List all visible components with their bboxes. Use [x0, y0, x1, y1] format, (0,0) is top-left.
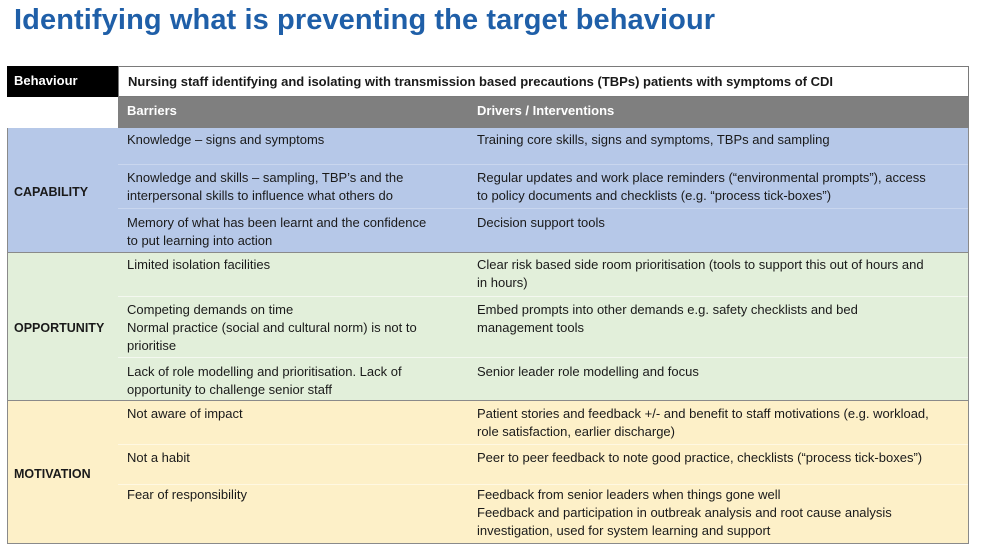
behaviour-table: [7, 66, 969, 544]
barrier-line: interpersonal skills to influence what others do: [127, 188, 393, 203]
motivation-driver-2: [468, 444, 969, 484]
opportunity-barrier-3: [118, 357, 468, 400]
capability-label: CAPABILITY: [14, 184, 89, 199]
driver-line: Decision support tools: [477, 215, 605, 230]
barrier-line: Limited isolation facilities: [127, 257, 271, 272]
section-divider: [7, 400, 969, 401]
barrier-line: Normal practice (social and cultural norm) is not to: [127, 320, 417, 335]
barrier-line: Knowledge and skills – sampling, TBP’s and the: [127, 170, 404, 185]
motivation-barrier-2: [118, 444, 468, 484]
opportunity-barrier-1: [118, 252, 468, 296]
barriers-label: Barriers: [127, 103, 177, 118]
driver-line: Clear risk based side room prioritisation (tools to support this out of hours and: [477, 257, 924, 272]
capability-driver-2: [468, 164, 969, 208]
behaviour-label: Behaviour: [14, 73, 78, 88]
table-border-bottom: [7, 543, 969, 544]
motivation-label-cell: [7, 400, 118, 544]
motivation-driver-1: [468, 400, 969, 444]
driver-line: Peer to peer feedback to note good practice, checklists (“process tick-boxes”): [477, 450, 923, 465]
barrier-line: Fear of responsibility: [127, 487, 247, 502]
barrier-line: Not a habit: [127, 450, 190, 465]
barrier-line: Memory of what has been learnt and the confidence: [127, 215, 427, 230]
opportunity-driver-1: [468, 252, 969, 296]
barrier-line: opportunity to challenge senior staff: [127, 382, 333, 397]
behaviour-text-cell: [118, 66, 969, 97]
driver-line: Training core skills, signs and symptoms, TBPs and sampling: [477, 132, 830, 147]
header-blank-cell: [7, 97, 118, 128]
barrier-line: Lack of role modelling and prioritisation. Lack of: [127, 364, 402, 379]
driver-line: Senior leader role modelling and focus: [477, 364, 699, 379]
section-divider: [7, 252, 969, 253]
driver-line: in hours): [477, 275, 528, 290]
opportunity-label: OPPORTUNITY: [14, 320, 105, 335]
drivers-header: [468, 97, 969, 128]
driver-line: Feedback and participation in outbreak analysis and root cause analysis: [477, 505, 892, 520]
opportunity-barrier-2: [118, 296, 468, 357]
motivation-driver-3: [468, 484, 969, 544]
barrier-line: Competing demands on time: [127, 302, 294, 317]
barrier-line: prioritise: [127, 338, 177, 353]
capability-barrier-3: [118, 208, 468, 252]
driver-line: Feedback from senior leaders when things gone well: [477, 487, 781, 502]
barrier-line: to put learning into action: [127, 233, 273, 248]
capability-barrier-2: [118, 164, 468, 208]
driver-line: Patient stories and feedback +/- and benefit to staff motivations (e.g. workload,: [477, 406, 929, 421]
opportunity-driver-3: [468, 357, 969, 400]
opportunity-driver-2: [468, 296, 969, 357]
capability-driver-3: [468, 208, 969, 252]
driver-line: role satisfaction, earlier discharge): [477, 424, 675, 439]
page-title: Identifying what is preventing the target behaviour: [14, 4, 716, 36]
driver-line: Embed prompts into other demands e.g. safety checklists and bed: [477, 302, 858, 317]
motivation-label: MOTIVATION: [14, 466, 91, 481]
behaviour-text: Nursing staff identifying and isolating with transmission based precautions (TBPs) patients with symptoms of CDI: [128, 74, 833, 89]
driver-line: to policy documents and checklists (e.g. “process tick-boxes”): [477, 188, 832, 203]
driver-line: Regular updates and work place reminders (“environmental prompts”), access: [477, 170, 926, 185]
table-border-left: [7, 128, 8, 544]
capability-driver-1: [468, 128, 969, 164]
driver-line: management tools: [477, 320, 584, 335]
capability-label-cell: [7, 128, 118, 252]
behaviour-label-cell: [7, 66, 118, 97]
drivers-label: Drivers / Interventions: [477, 103, 615, 118]
motivation-barrier-3: [118, 484, 468, 544]
opportunity-label-cell: [7, 252, 118, 400]
driver-line: investigation, used for system learning and support: [477, 523, 771, 538]
barrier-line: Knowledge – signs and symptoms: [127, 132, 325, 147]
motivation-barrier-1: [118, 400, 468, 444]
table-border-right: [968, 128, 969, 544]
capability-barrier-1: [118, 128, 468, 164]
barrier-line: Not aware of impact: [127, 406, 243, 421]
barriers-header: [118, 97, 468, 128]
